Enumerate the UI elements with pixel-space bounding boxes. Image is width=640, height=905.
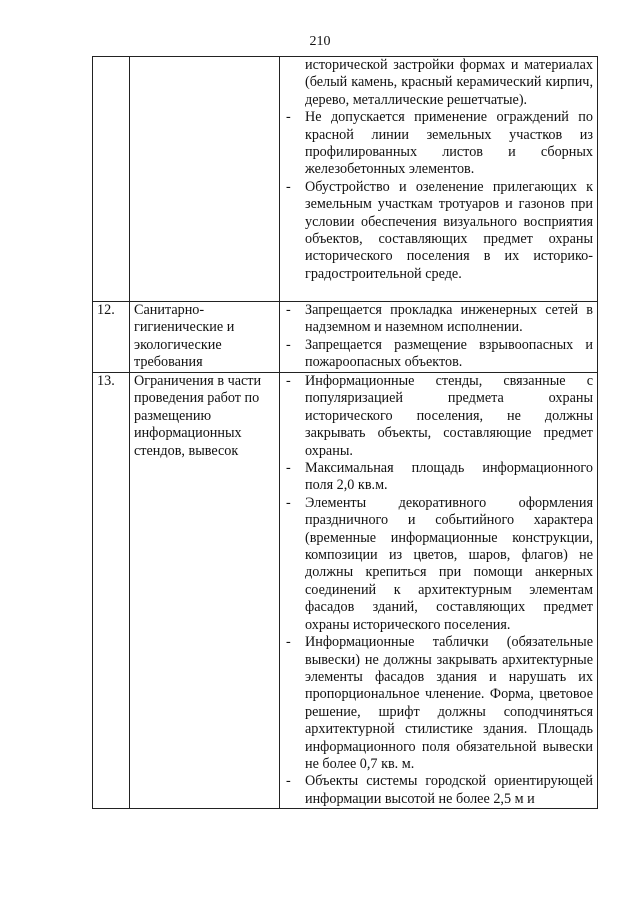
table-row [93,302,598,373]
dash-bullet: - [286,494,291,511]
item-text: Запрещается прокладка инженерных сетей в надземном и наземном исполнении. [305,302,593,336]
row-title: Ограничения в части проведения работ по размещению информационных стендов, вывесок [130,373,280,809]
list-item [284,460,593,495]
row-title: Санитарно-гигиенические и экологические требования [130,302,280,373]
dash-bullet: - [286,460,291,477]
list-item [284,495,593,634]
item-text: Не допускается применение ограждений по красной линии земельных участков из профилированных листов и сборных железобетонных элементов. [305,109,593,178]
row-number: 12. [93,302,130,373]
dash-bullet: - [286,178,291,195]
row-title [130,57,280,302]
table-row [93,57,598,302]
row-requirements [280,57,598,302]
list-item [284,302,593,337]
item-text: Объекты системы городской ориентирующей информации высотой не более 2,5 м и [305,773,593,807]
row-number: 13. [93,373,130,809]
list-item [284,634,593,773]
item-text: Элементы декоративного оформления праздничного и событийного характера (временные информационные конструкции, композиции из цветов, шаров, флагов) не должны крепиться при помощи анкерных соединений к архитектурным элементам фасадов зданий, составляющих предмет охраны исторического поселения. [305,494,593,633]
item-text: исторической застройки формах и материалах (белый камень, красный керамический кирпич, дерево, металлические решетчатые). [305,57,593,108]
dash-bullet: - [286,773,291,790]
table-row [93,373,598,809]
row-requirements [280,302,598,373]
dash-bullet: - [286,336,291,353]
dash-bullet: - [286,373,291,389]
requirements-table [92,56,598,809]
row-number [93,57,130,302]
item-text: Информационные стенды, связанные с популяризацией предмета охраны исторического поселения, не должны закрывать объекты, составляющие предмет охраны. [305,373,593,459]
dash-bullet: - [286,109,291,126]
list-item [284,773,593,808]
list-item [284,373,593,460]
item-text: Обустройство и озеленение прилегающих к земельным участкам тротуаров и газонов при условии обеспечения визуального восприятия объектов, составляющих предмет охраны исторического поселения в их историко-градостроительной среде. [305,178,593,282]
list-item [284,109,593,179]
dash-bullet: - [286,302,291,318]
page-number: 210 [309,34,331,49]
requirements-list [284,373,593,808]
row-requirements [280,373,598,809]
item-text: Максимальная площадь информационного поля 2,0 кв.м. [305,460,593,494]
list-item [284,337,593,372]
list-item [284,179,593,283]
item-text: Информационные таблички (обязательные вывески) не должны закрывать архитектурные элементы фасадов здания и нарушать их пропорциональное членение. Форма, цветовое решение, шрифт должны соподчиняться архитектурной стилистике здания. Площадь информационного поля обязательной вывески не более 0,7 кв. м. [305,634,593,772]
list-item [284,57,593,109]
requirements-list [284,302,593,372]
dash-bullet: - [286,634,291,651]
item-text: Запрещается размещение взрывоопасных и пожароопасных объектов. [305,336,593,371]
requirements-list [284,57,593,283]
